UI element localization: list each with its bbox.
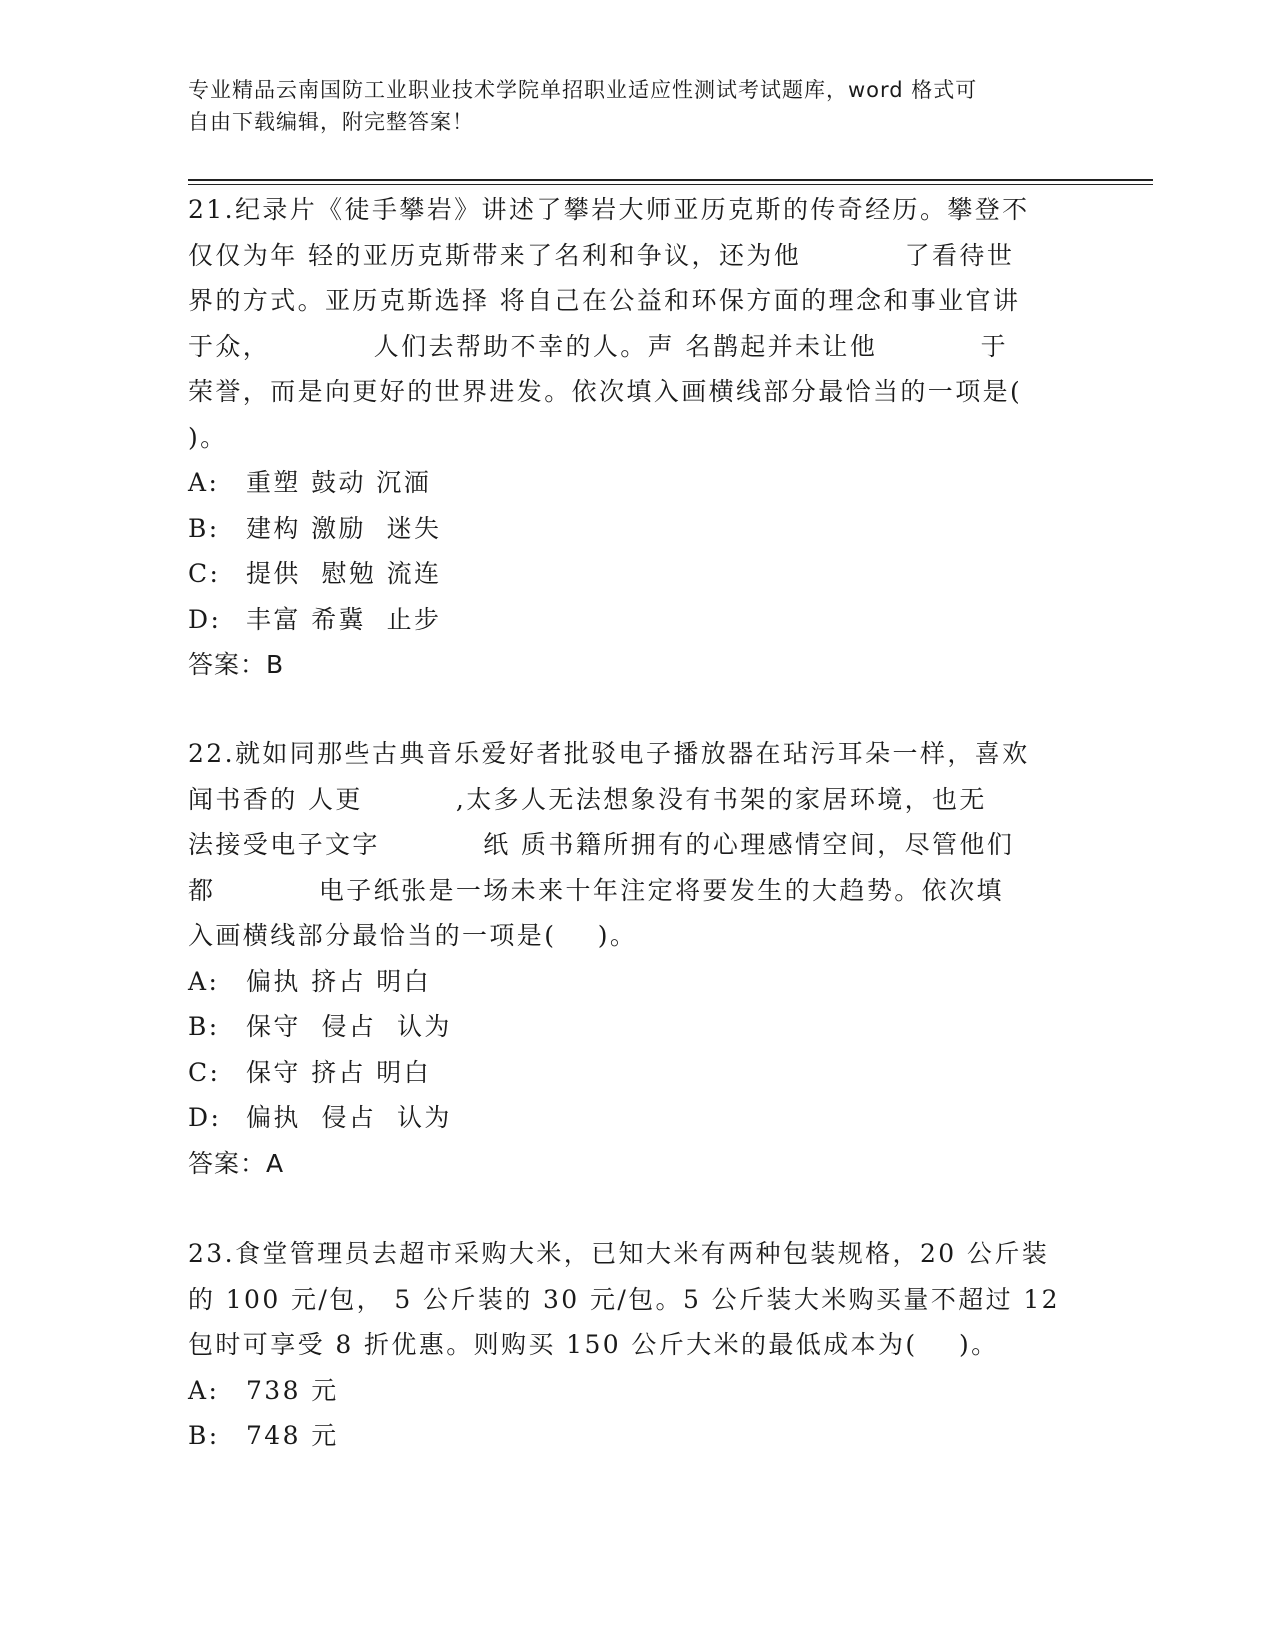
option-key: A: <box>188 468 220 497</box>
option-key: B: <box>188 1012 220 1041</box>
question-text-line: 22.就如同那些古典音乐爱好者批驳电子播放器在玷污耳朵一样，喜欢 <box>188 739 1030 768</box>
option-text: 偏执 侵占 认为 <box>246 1103 452 1132</box>
option-text: 丰富 希冀 止步 <box>246 604 442 634</box>
question-text-line: 入画横线部分最恰当的一项是( )。 <box>188 921 638 950</box>
question-text-line: 的 100 元/包， 5 公斤装的 30 元/包。5 公斤装大米购买量不超过 12 <box>188 1284 1060 1314</box>
option-key: A: <box>188 1375 220 1405</box>
document-header <box>188 74 1068 138</box>
question-text-line: 荣誉，而是向更好的世界进发。依次填入画横线部分最恰当的一项是( <box>188 377 1023 406</box>
option-text: 偏执 挤占 明白 <box>246 966 432 996</box>
option-text: 保守 挤占 明白 <box>246 1057 432 1087</box>
option-key: D: <box>188 1103 222 1132</box>
option-text: 重塑 鼓动 沉湎 <box>246 468 432 497</box>
option-key: C: <box>188 559 221 588</box>
question-text-line: 界的方式。亚历克斯选择 将自己在公益和环保方面的理念和事业官讲 <box>188 286 1021 315</box>
option-text: 738 元 <box>246 1375 339 1405</box>
option-a <box>188 959 1088 1005</box>
option-c <box>188 1050 1088 1096</box>
question-23 <box>188 1231 1088 1459</box>
question-text-line: 闻书香的 人更 ,太多人无法想象没有书架的家居环境，也无 <box>188 784 987 814</box>
question-text-line: 包时可享受 8 折优惠。则购买 150 公斤大米的最低成本为( )。 <box>188 1330 999 1359</box>
header-divider-thick <box>188 179 1153 181</box>
question-text-line: 21.纪录片《徒手攀岩》讲述了攀岩大师亚历克斯的传奇经历。攀登不 <box>188 195 1030 224</box>
question-22 <box>188 731 1088 1186</box>
option-key: A: <box>188 966 220 996</box>
answer-label: 答案：A <box>188 1148 285 1178</box>
header-line-2: 自由下载编辑，附完整答案！ <box>188 110 474 134</box>
option-key: D: <box>188 604 222 634</box>
option-a <box>188 1368 1088 1414</box>
question-text-line: 都 电子纸张是一场未来十年注定将要发生的大趋势。依次填 <box>188 875 1004 905</box>
option-b <box>188 1413 1088 1459</box>
question-text-line: )。 <box>188 422 228 452</box>
option-text: 提供 慰勉 流连 <box>246 559 442 588</box>
question-text-line: 仅仅为年 轻的亚历克斯带来了名利和争议，还为他 了看待世 <box>188 240 1015 270</box>
question-text-line: 法接受电子文字 纸 质书籍所拥有的心理感情空间，尽管他们 <box>188 830 1015 859</box>
header-divider-thin <box>188 184 1153 185</box>
option-text: 保守 侵占 认为 <box>246 1012 452 1041</box>
question-text-line: 23.食堂管理员去超市采购大米，已知大米有两种包装规格，20 公斤装 <box>188 1239 1050 1268</box>
option-key: B: <box>188 1421 220 1450</box>
option-key: C: <box>188 1057 221 1087</box>
option-text: 748 元 <box>246 1421 339 1450</box>
answer-label: 答案：B <box>188 650 285 679</box>
option-a <box>188 460 1088 506</box>
option-b <box>188 1004 1088 1050</box>
option-key: B: <box>188 513 220 543</box>
option-b <box>188 506 1088 552</box>
option-d <box>188 597 1088 643</box>
option-text: 建构 激励 迷失 <box>246 513 442 543</box>
option-c <box>188 551 1088 597</box>
header-line-1: 专业精品云南国防工业职业技术学院单招职业适应性测试考试题库，word 格式可 <box>188 78 978 102</box>
option-d <box>188 1095 1088 1141</box>
question-text-line: 于众， 人们去帮助不幸的人。声 名鹊起并未让他 于 <box>188 331 1009 361</box>
question-21 <box>188 187 1088 688</box>
